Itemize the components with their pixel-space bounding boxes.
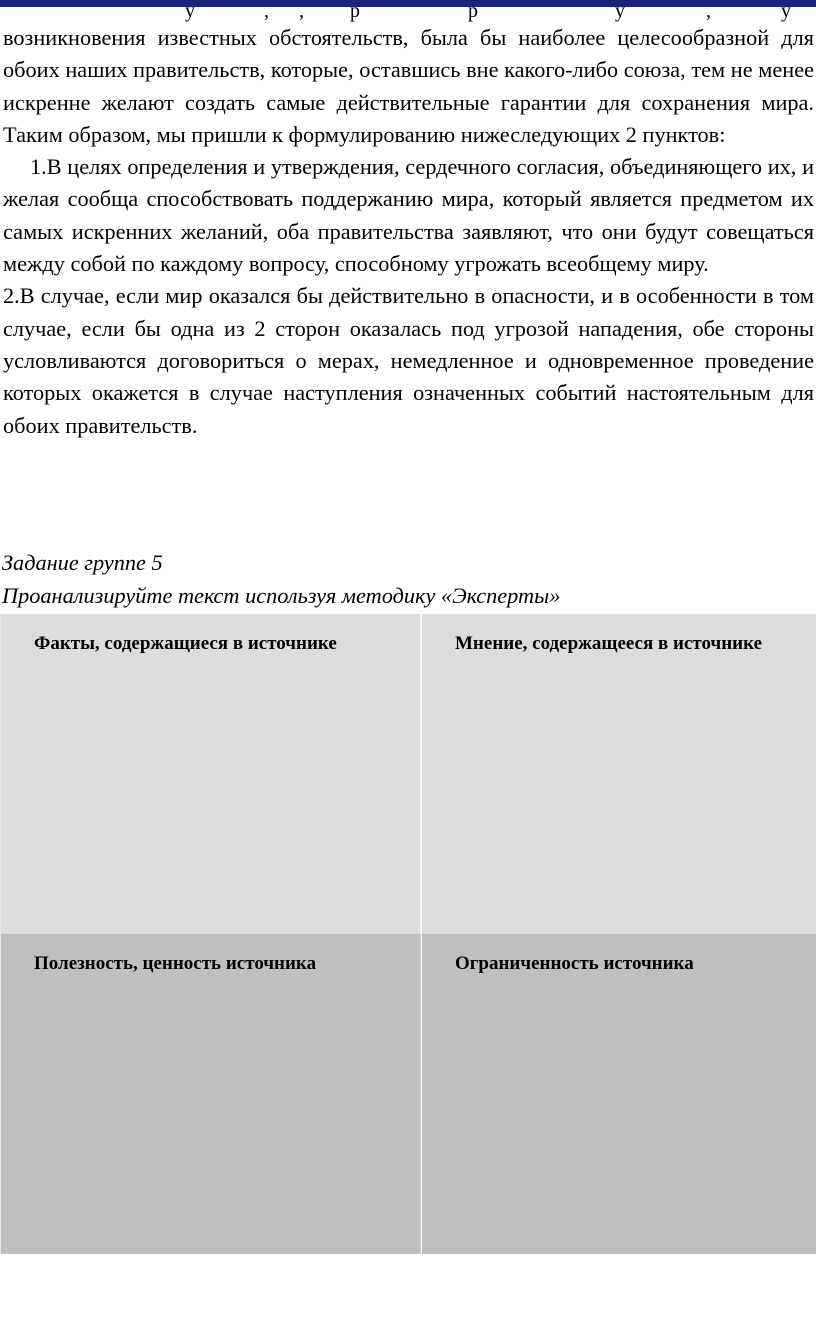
- facts-cell: [0, 614, 421, 934]
- cut-off-glyph: ,: [264, 7, 269, 22]
- experts-analysis-grid: [0, 614, 816, 1254]
- opinion-heading: Мнение, содержащееся в источнике: [455, 633, 763, 654]
- usefulness-heading: Полезность, ценность источника: [34, 953, 317, 974]
- task-title: Задание группе 5: [2, 550, 163, 575]
- limitations-cell: [422, 934, 816, 1254]
- cut-off-glyph: у: [781, 7, 791, 22]
- point-2-paragraph: 2.В случае, если мир оказался бы действительно в опасности, и в особенности в том случае, если бы одна из 2 сторон оказалась под угрозой нападения, обе стороны условливаются договориться о мерах, немедленное и одновременное проведение которых окажется в случае наступления означенных событий настоятельным для обоих правительств.: [3, 283, 814, 438]
- cut-off-glyph: р: [468, 7, 478, 22]
- cut-off-glyph: у: [185, 7, 195, 22]
- opinion-cell: [422, 614, 816, 934]
- cut-off-glyph: ,: [706, 7, 711, 22]
- limitations-heading: Ограниченность источника: [455, 953, 694, 974]
- intro-paragraph: возникновения известных обстоятельств, была бы наиболее целесообразной для обоих наших правительств, которые, оставшись вне какого-либо союза, тем не менее искренне желают создать самые действительные гарантии для сохранения мира. Таким образом, мы пришли к формулированию нижеследующих 2 пунктов:: [3, 25, 814, 147]
- top-color-band: [0, 0, 816, 7]
- cut-off-text-line: [0, 7, 816, 23]
- usefulness-cell: [0, 934, 421, 1254]
- cut-off-glyph: ,: [299, 7, 304, 22]
- facts-heading: Факты, содержащиеся в источнике: [34, 633, 337, 654]
- point-1-paragraph: 1.В целях определения и утверждения, сердечного согласия, объединяющего их, и желая сообща способствовать поддержанию мира, который является предметом их самых искренних желаний, оба правительства заявляют, что они будут совещаться между собой по каждому вопросу, способному угрожать всеобщему миру.: [3, 154, 814, 277]
- task-instruction: Проанализируйте текст используя методику «Эксперты»: [2, 583, 561, 608]
- cut-off-glyph: у: [615, 7, 625, 22]
- document-body: [3, 22, 814, 442]
- cut-off-glyph: р: [350, 7, 360, 22]
